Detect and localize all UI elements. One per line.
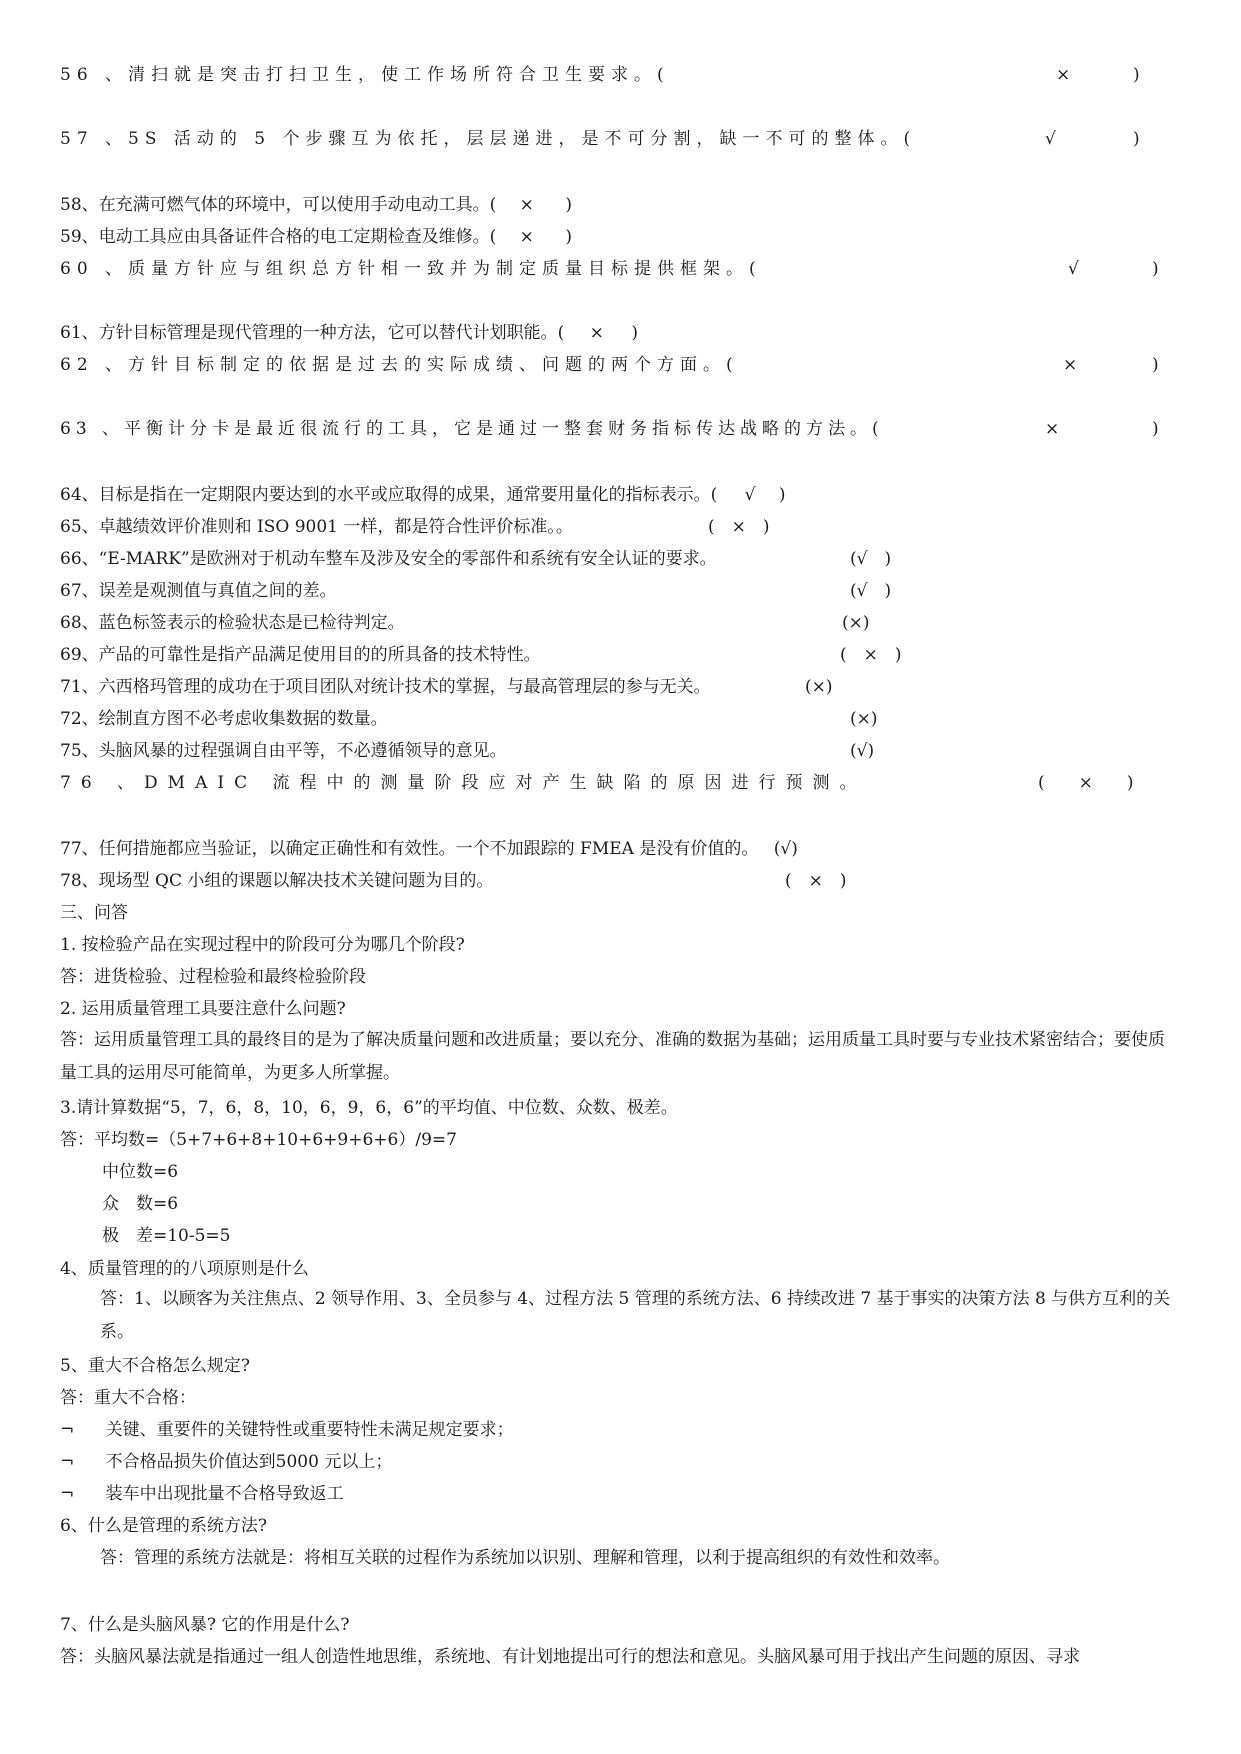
tf-mark: ( × ) — [1038, 773, 1134, 793]
tf-question: 75、头脑风暴的过程强调自由平等，不必遵循领导的意见。 — [60, 741, 507, 761]
question: 6、什么是管理的系统方法? — [60, 1516, 267, 1536]
answer: 答：头脑风暴法就是指通过一组人创造性地思维，系统地、有计划地提出可行的想法和意见。头脑风暴可用于找出产生问题的原因、寻求 — [60, 1647, 1080, 1667]
bullet-icon: ¬ — [60, 1420, 75, 1440]
tf-item — [60, 612, 870, 634]
tf-mark: √ — [1068, 259, 1079, 279]
answer: 答：1、以顾客为关注焦点、2 领导作用、3、全员参与 4、过程方法 5 管理的系统方法、6 持续改进 7 基于事实的决策方法 8 与供方互利的关系。 — [100, 1289, 1171, 1342]
answer: 答：平均数=（5+7+6+8+10+6+9+6+6）/9=7 — [60, 1130, 457, 1150]
question: 1. 按检验产品在实现过程中的阶段可分为哪几个阶段? — [60, 935, 465, 955]
question: 7、什么是头脑风暴? 它的作用是什么? — [60, 1615, 350, 1635]
tf-question: 62 、方针目标制定的依据是过去的实际成绩、问题的两个方面。( — [60, 355, 739, 375]
question: 2. 运用质量管理工具要注意什么问题? — [60, 999, 346, 1019]
tf-item — [60, 838, 798, 860]
bullet-item: ¬ 装车中出现批量不合格导致返工 — [60, 1484, 344, 1504]
tf-question: 61、方针目标管理是现代管理的一种方法，它可以替代计划职能。( — [60, 323, 565, 343]
tf-item — [60, 322, 638, 344]
tf-close: ) — [1152, 419, 1159, 439]
answer: 答：进货检验、过程检验和最终检验阶段 — [60, 967, 366, 987]
tf-close: ) — [1133, 65, 1140, 85]
tf-mark: × — [1045, 419, 1060, 439]
tf-question: 67、误差是观测值与真值之间的差。 — [60, 581, 337, 601]
question: 3.请计算数据“5，7，6，8，10，6，9，6，6”的平均值、中位数、众数、极差。 — [60, 1098, 678, 1118]
answer-line: 众 数=6 — [102, 1194, 179, 1214]
answer-line: 中位数=6 — [102, 1162, 179, 1182]
tf-question: 76 、DMAIC 流程中的测量阶段应对产生缺陷的原因进行预测。 — [60, 773, 867, 793]
tf-question: 69、产品的可靠性是指产品满足使用目的的所具备的技术特性。 — [60, 645, 541, 665]
tf-item — [60, 226, 572, 248]
bullet-icon: ¬ — [60, 1484, 75, 1504]
tf-mark: ( × ) — [708, 517, 770, 537]
tf-close: ) — [1133, 129, 1140, 149]
tf-close: ) — [565, 195, 572, 215]
tf-question: 64、目标是指在一定期限内要达到的水平或应取得的成果，通常要用量化的指标表示。( — [60, 485, 718, 505]
tf-close: ) — [565, 227, 572, 247]
tf-mark: × — [519, 195, 534, 215]
answer: 答：重大不合格： — [60, 1388, 196, 1408]
tf-mark: (×) — [805, 677, 833, 697]
tf-item — [60, 740, 875, 762]
tf-mark: (√) — [773, 839, 798, 859]
tf-mark: (×) — [842, 613, 870, 633]
tf-mark: (√) — [850, 741, 875, 761]
tf-question: 71、六西格玛管理的成功在于项目团队对统计技术的掌握，与最高管理层的参与无关。 — [60, 677, 711, 697]
tf-question: 57 、5S 活动的 5 个步骤互为依托，层层递进，是不可分割，缺一不可的整体。( — [60, 129, 917, 149]
tf-item — [60, 484, 786, 506]
bullet-item: ¬ 关键、重要件的关键特性或重要特性未满足规定要求； — [60, 1420, 514, 1440]
question: 5、重大不合格怎么规定? — [60, 1356, 250, 1376]
tf-close: ) — [778, 485, 786, 505]
tf-mark: × — [519, 227, 534, 247]
tf-mark: ( × ) — [785, 871, 847, 891]
tf-question: 77、任何措施都应当验证，以确定正确性和有效性。一个不加跟踪的 FMEA 是没有价值的。 — [60, 839, 759, 859]
tf-question: 56 、清扫就是突击打扫卫生，使工作场所符合卫生要求。( — [60, 65, 670, 85]
tf-question: 68、蓝色标签表示的检验状态是已检待判定。 — [60, 613, 405, 633]
tf-mark: √ — [744, 485, 756, 505]
tf-close: ) — [1152, 355, 1159, 375]
tf-mark: (√ ) — [850, 581, 892, 601]
answer: 答：管理的系统方法就是：将相互关联的过程作为系统加以识别、理解和管理，以利于提高组织的有效性和效率。 — [100, 1548, 950, 1568]
tf-question: 78、现场型 QC 小组的课题以解决技术关键问题为目的。 — [60, 871, 494, 891]
tf-mark: × — [1063, 355, 1078, 375]
bullet-item: ¬ 不合格品损失价值达到5000 元以上； — [60, 1452, 393, 1472]
bullet-icon: ¬ — [60, 1452, 75, 1472]
tf-mark: (√ ) — [850, 549, 892, 569]
tf-mark: √ — [1045, 129, 1056, 149]
tf-question: 60 、质量方针应与组织总方针相一致并为制定质量目标提供框架。( — [60, 259, 762, 279]
tf-item — [60, 194, 572, 216]
tf-question: 65、卓越绩效评价准则和 ISO 9001 一样，都是符合性评价标准。。 — [60, 517, 573, 537]
answer-line: 极 差=10-5=5 — [102, 1226, 231, 1246]
tf-item — [60, 548, 892, 570]
answer: 答：运用质量管理工具的最终目的是为了解决质量问题和改进质量；要以充分、准确的数据为基础；运用质量工具时要与专业技术紧密结合；要使质量工具的运用尽可能简单，为更多人所掌握。 — [60, 1030, 1165, 1083]
tf-item — [60, 644, 902, 666]
tf-question: 66、“E-MARK”是欧洲对于机动车整车及涉及安全的零部件和系统有安全认证的要求。 — [60, 549, 717, 569]
tf-item — [60, 516, 770, 538]
tf-item — [60, 870, 847, 892]
tf-mark: × — [1056, 65, 1071, 85]
tf-item — [60, 708, 878, 730]
tf-mark: (×) — [850, 709, 878, 729]
tf-mark: ( × ) — [840, 645, 902, 665]
tf-question: 63 、平衡计分卡是最近很流行的工具，它是通过一整套财务指标传达战略的方法。( — [60, 419, 884, 439]
tf-question: 58、在充满可燃气体的环境中，可以使用手动电动工具。( — [60, 195, 497, 215]
tf-mark: × — [589, 323, 604, 343]
tf-item — [60, 580, 892, 602]
tf-close: ) — [1152, 259, 1159, 279]
tf-question: 72、绘制直方图不必考虑收集数据的数量。 — [60, 709, 388, 729]
section-heading: 三、问答 — [60, 903, 128, 923]
tf-question: 59、电动工具应由具备证件合格的电工定期检查及维修。( — [60, 227, 497, 247]
tf-item — [60, 676, 833, 698]
question: 4、质量管理的的八项原则是什么 — [60, 1259, 309, 1279]
tf-close: ) — [631, 323, 638, 343]
